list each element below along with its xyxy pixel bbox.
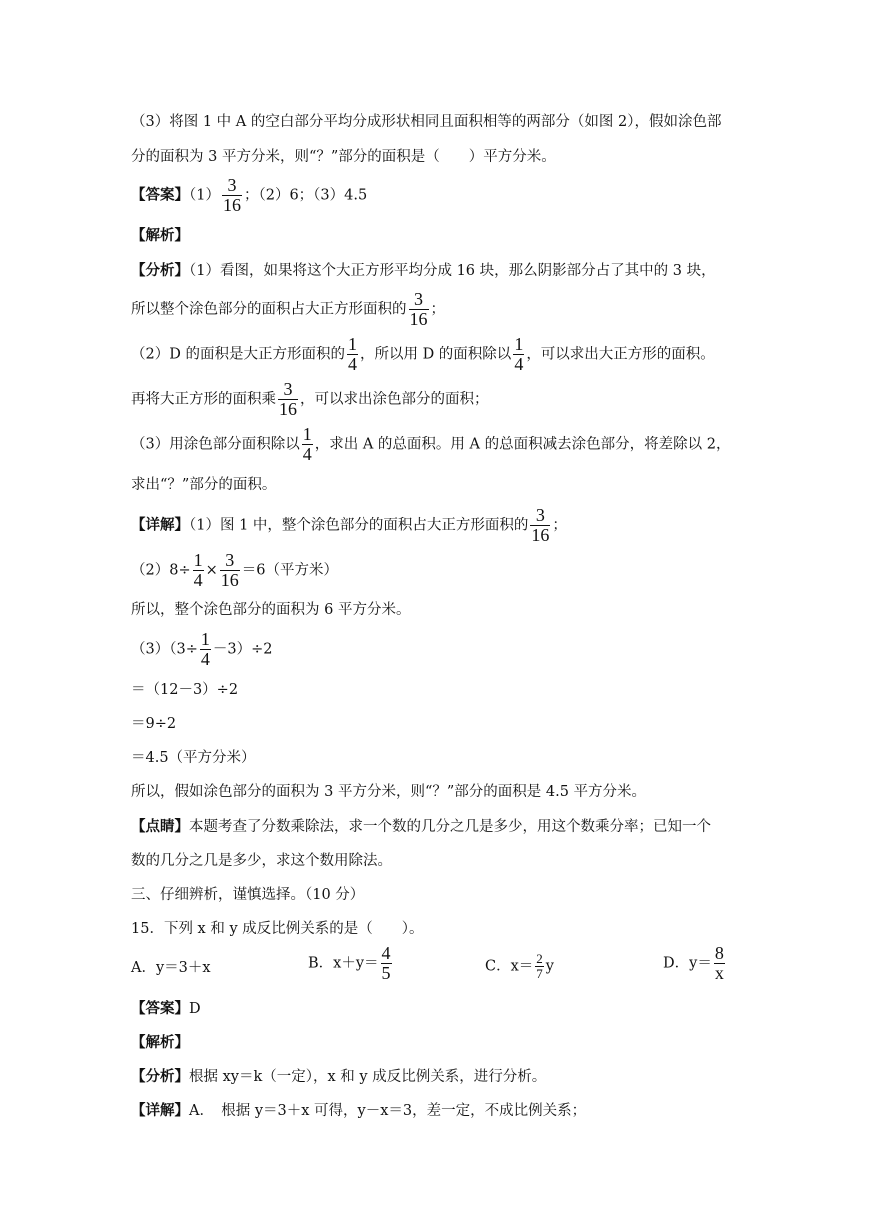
xiangjie-line3: 所以，整个涂色部分的面积为 6 平方分米。	[131, 602, 411, 618]
xiangjie-line6: ＝9÷2	[131, 716, 177, 732]
fraction: $\frac{1}{4}$	[347, 334, 357, 374]
fenxi-line6: 求出“？”部分的面积。	[131, 477, 277, 493]
option-c: C．x＝ $\frac{2}{7}$ y	[485, 951, 554, 981]
fraction: $\frac{1}{4}$	[302, 424, 312, 464]
analysis-label-2: 【解析】	[131, 1034, 189, 1051]
option-b: B．x＋y＝ $\frac{4}{5}$	[308, 943, 391, 983]
dianjing-line1: 【点睛】本题考查了分数乘除法，求一个数的几分之几是多少，用这个数乘分率；已知一个	[131, 818, 711, 835]
fraction: $\frac{3}{16}$	[409, 289, 428, 329]
fraction: $\frac{3}{16}$	[531, 505, 550, 545]
fraction: $\frac{1}{4}$	[193, 550, 203, 590]
fenxi-line3: （2）D 的面积是大正方形面积的 $\frac{1}{4}$ ，所以用 D 的面积除以 $\frac{1}{4}$ ，可以求出大正方形的面积。	[131, 334, 715, 374]
fenxi-line2: 所以整个涂色部分的面积占大正方形面积的 $\frac{3}{16}$ ；	[131, 289, 445, 329]
fenxi-line1: 【分析】（1）看图，如果将这个大正方形平均分成 16 块，那么阴影部分占了其中的 3 块，	[131, 262, 716, 279]
fenxi-line4: 再将大正方形的面积乘 $\frac{3}{16}$ ，可以求出涂色部分的面积；	[131, 379, 489, 419]
fraction: $\frac{1}{4}$	[514, 334, 524, 374]
fraction: $\frac{3}{16}$	[222, 175, 241, 215]
question-part3-line2: 分的面积为 3 平方分米，则“？”部分的面积是（ ）平方分米。	[131, 149, 556, 165]
fraction: $\frac{3}{16}$	[279, 379, 297, 419]
fenxi-2: 【分析】根据 xy＝k（一定），x 和 y 成反比例关系，进行分析。	[131, 1068, 547, 1085]
xiangjie-line2: （2）8÷ $\frac{1}{4}$ × $\frac{3}{16}$ ＝6（平方米）	[131, 550, 338, 590]
fraction: $\frac{4}{5}$	[381, 943, 391, 983]
answer-15: 【答案】D	[131, 1000, 201, 1017]
fraction: $\frac{8}{x}$	[714, 943, 724, 983]
answer-label: 【答案】	[131, 186, 189, 204]
xiangjie-line1: 【详解】（1）图 1 中，整个涂色部分的面积占大正方形面积的 $\frac{3}{16}$ ；	[131, 505, 567, 545]
fenxi-line5: （3）用涂色部分面积除以 $\frac{1}{4}$ ，求出 A 的总面积。用 A 的总面积减去涂色部分，将差除以 2，	[131, 424, 731, 464]
question-15-stem: 15．下列 x 和 y 成反比例关系的是（ ）。	[131, 921, 424, 937]
dianjing-line2: 数的几分之几是多少，求这个数用除法。	[131, 853, 392, 869]
fraction: $\frac{1}{4}$	[200, 629, 210, 669]
fraction: $\frac{3}{16}$	[220, 550, 239, 590]
xiangjie-line4: （3）（3÷ $\frac{1}{4}$ －3）÷2	[131, 629, 273, 669]
xiangjie-2: 【详解】A． 根据 y＝3＋x 可得，y－x＝3，差一定，不成比例关系；	[131, 1102, 587, 1119]
section-heading: 三、仔细辨析，谨慎选择。（10 分）	[131, 887, 365, 903]
analysis-label: 【解析】	[131, 227, 189, 244]
xiangjie-line5: ＝（12－3）÷2	[131, 682, 239, 698]
question-part3-line1: （3）将图 1 中 A 的空白部分平均分成形状相同且面积相等的两部分（如图 2），假如涂色部	[131, 114, 722, 130]
option-d: D．y＝ $\frac{8}{x}$	[663, 943, 724, 983]
xiangjie-line7: ＝4.5（平方分米）	[131, 750, 256, 766]
fraction: $\frac{2}{7}$	[536, 951, 543, 981]
option-a: A．y＝3＋x	[131, 960, 211, 976]
answer-14: 【答案】（1） $\frac{3}{16}$ ；（2）6；（3）4.5	[131, 175, 368, 215]
xiangjie-line8: 所以，假如涂色部分的面积为 3 平方分米，则“？”部分的面积是 4.5 平方分米。	[131, 784, 647, 800]
